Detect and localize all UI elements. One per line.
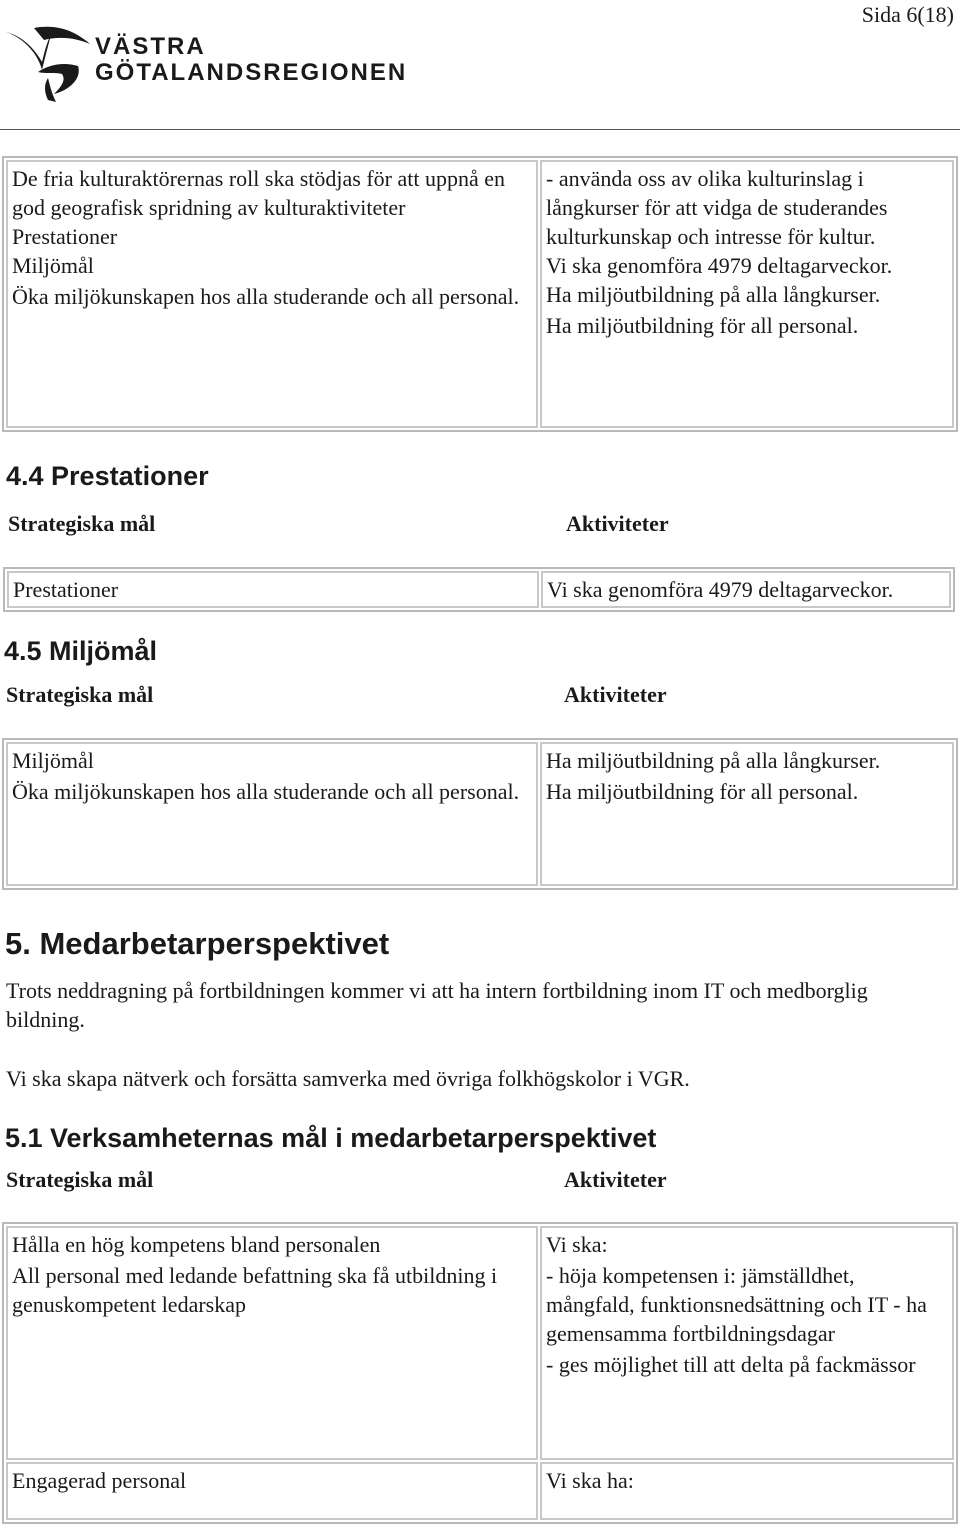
cell-text: Miljömål [12,253,94,278]
cell-text: Vi ska genomföra 4979 deltagarveckor. [546,253,893,278]
cell-text: - ges möjlighet till att delta på fackmässor [546,1352,916,1377]
cell-text: Ha miljöutbildning på alla långkurser. [546,748,881,773]
column-header-goals: Strategiska mål [6,682,154,707]
table-cell-left: Engagerad personal [6,1462,538,1520]
cell-text: Miljömål [12,748,94,773]
table-cell-right [540,160,954,428]
logo-line-2: GÖTALANDSREGIONEN [95,59,408,86]
table-cell-left [6,1226,538,1460]
section-heading: 4.4 Prestationer [6,461,209,491]
header-divider [0,129,960,130]
table-cell-left: Prestationer [7,571,539,608]
table-cell-right: Vi ska ha: [540,1462,954,1520]
logo-wordmark [95,34,407,86]
column-header-activities: Aktiviteter [564,1167,667,1192]
table-cell-left [6,742,538,886]
performance-table [3,567,955,612]
table-cell-right [540,742,954,886]
table-cell-right: Vi ska genomföra 4979 deltagarveckor. [541,571,951,608]
chapter-heading: 5. Medarbetarperspektivet [5,926,390,961]
cell-text: Öka miljökunskapen hos alla studerande och all personal. [12,284,520,309]
cell-text: Öka miljökunskapen hos alla studerande och all personal. [12,779,520,804]
cell-text: Prestationer [12,224,118,249]
cell-text: All personal med ledande befattning ska få utbildning i genuskompetent ledarskap [12,1263,498,1317]
paragraph: Trots neddragning på fortbildningen kommer vi att ha intern fortbildning inom IT och medborglig bildning. [6,978,868,1032]
staff-goals-table [2,1222,958,1524]
column-header-activities: Aktiviteter [566,511,669,536]
cell-text: De fria kulturaktörernas roll ska stödjas för att uppnå en god geografisk spridning av kulturaktiviteter [12,166,506,220]
cell-text: Ha miljöutbildning för all personal. [546,313,859,338]
cell-text: Ha miljöutbildning på alla långkurser. [546,282,881,307]
page-number: Sida 6(18) [861,2,954,27]
paragraph: Vi ska skapa nätverk och forsätta samverka med övriga folkhögskolor i VGR. [6,1066,690,1091]
cell-text: Vi ska: [546,1232,608,1257]
section-heading: 5.1 Verksamheternas mål i medarbetarperspektivet [5,1123,657,1153]
column-header-goals: Strategiska mål [8,511,156,536]
cell-text: - använda oss av olika kulturinslag i långkurser för att vidga de studerandes kulturkunskap och intresse för kultur. [546,166,888,249]
column-header-activities: Aktiviteter [564,682,667,707]
logo-line-1: VÄSTRA [95,33,206,60]
section-heading: 4.5 Miljömål [4,636,158,666]
column-header-goals: Strategiska mål [6,1167,154,1192]
goals-table-continued [2,156,958,432]
environment-table [2,738,958,890]
table-cell-left [6,160,538,428]
table-cell-right [540,1226,954,1460]
cell-text: Ha miljöutbildning för all personal. [546,779,859,804]
cell-text: Hålla en hög kompetens bland personalen [12,1232,381,1257]
cell-text: - höja kompetensen i: jämställdhet, mångfald, funktionsnedsättning och IT - ha gemensamma fortbildningsdagar [546,1263,927,1346]
